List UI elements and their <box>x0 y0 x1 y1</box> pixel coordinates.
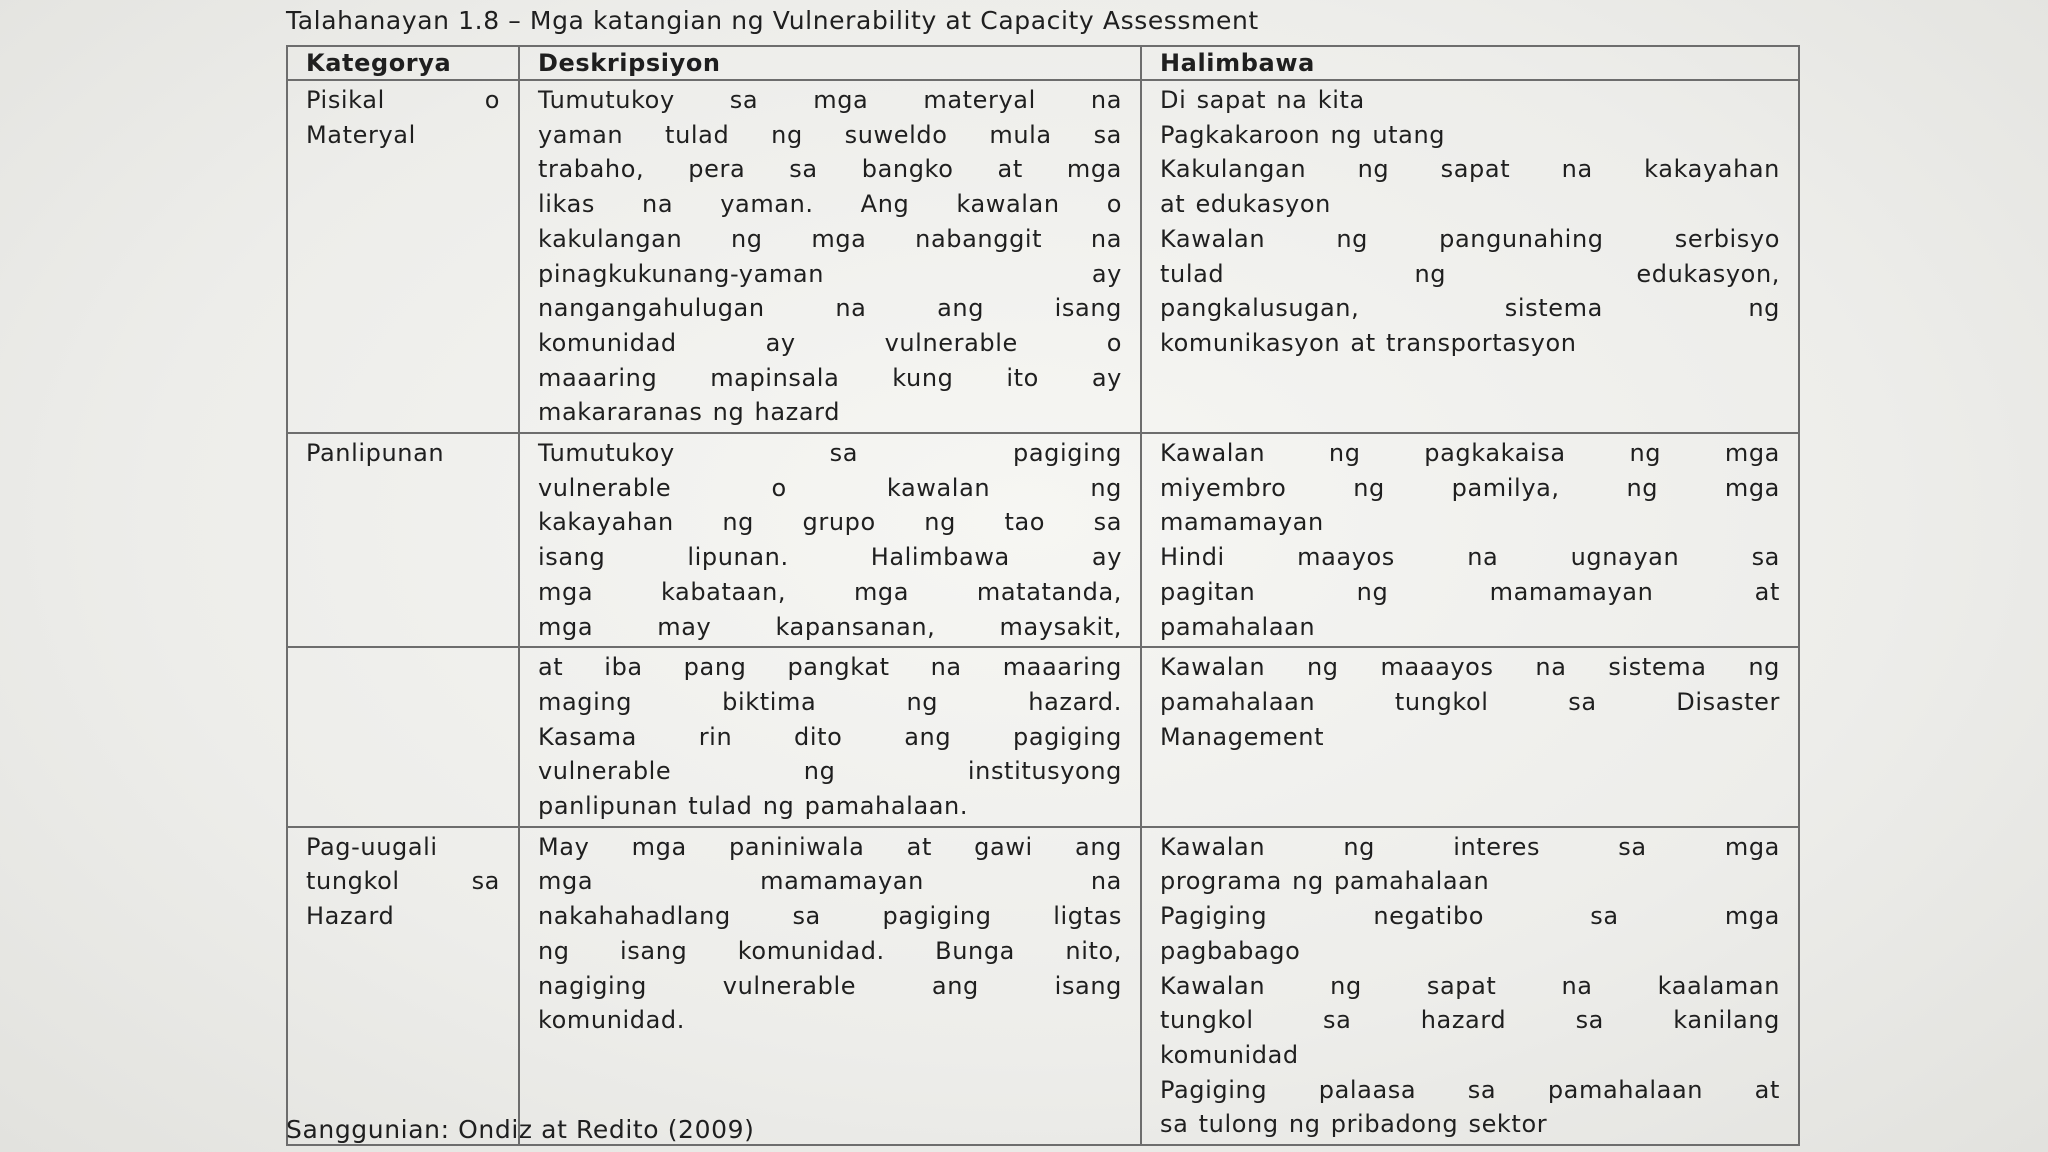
cell-line: makararanas ng hazard <box>538 398 841 427</box>
examples-cell <box>1141 647 1799 827</box>
cell-line: Kawalan ng interes sa mga <box>1160 832 1780 861</box>
cell-line: mga mamamayan na <box>538 867 1122 896</box>
cell-line: trabaho, pera sa bangko at mga <box>538 155 1122 184</box>
cell-line: ng isang komunidad. Bunga nito, <box>538 936 1122 965</box>
cell-line: Management <box>1160 722 1325 751</box>
cell-line: maging biktima ng hazard. <box>538 687 1122 716</box>
cell-line: likas na yaman. Ang kawalan o <box>538 190 1122 219</box>
cell-line: panlipunan tulad ng pamahalaan. <box>538 792 969 821</box>
cell-line: Kawalan ng sapat na kaalaman <box>1160 971 1780 1000</box>
examples-cell <box>1141 80 1799 433</box>
cell-line: Hazard <box>306 902 395 931</box>
cell-line: Pagkakaroon ng utang <box>1160 120 1446 149</box>
cell-line: tulad ng edukasyon, <box>1160 259 1780 288</box>
category-cell <box>287 647 519 827</box>
category-cell <box>287 433 519 647</box>
cell-line: Pagiging negatibo sa mga <box>1160 902 1780 931</box>
cell-line: Di sapat na kita <box>1160 86 1365 114</box>
cell-line: pangkalusugan, sistema ng <box>1160 294 1780 323</box>
description-cell <box>519 80 1141 433</box>
cell-line: vulnerable o kawalan ng <box>538 473 1122 502</box>
cell-line: Pagiging palaasa sa pamahalaan at <box>1160 1075 1780 1104</box>
cell-line: mamamayan <box>1160 508 1324 537</box>
cell-line: isang lipunan. Halimbawa ay <box>538 543 1122 572</box>
category-cell <box>287 80 519 433</box>
cell-line: Kawalan ng pangunahing serbisyo <box>1160 224 1780 253</box>
table-row <box>287 433 1799 647</box>
cell-line: programa ng pamahalaan <box>1160 867 1490 896</box>
cell-line: Pag-uugali <box>306 832 438 861</box>
header-halimbawa: Halimbawa <box>1141 46 1799 80</box>
cell-line: komunidad <box>1160 1040 1299 1069</box>
vulnerability-capacity-table <box>286 45 1800 1146</box>
cell-line: May mga paniniwala at gawi ang <box>538 832 1122 861</box>
description-cell <box>519 647 1141 827</box>
cell-line: komunidad ay vulnerable o <box>538 328 1122 357</box>
examples-cell <box>1141 433 1799 647</box>
cell-line: komunidad. <box>538 1006 685 1035</box>
cell-line: kakulangan ng mga nabanggit na <box>538 224 1122 253</box>
cell-line: nagiging vulnerable ang isang <box>538 971 1122 1000</box>
header-deskripsiyon: Deskripsiyon <box>519 46 1141 80</box>
table-row <box>287 827 1799 1145</box>
cell-line: at edukasyon <box>1160 190 1331 219</box>
cell-line: tungkol sa <box>306 867 500 896</box>
cell-line: vulnerable ng institusyong <box>538 757 1122 786</box>
cell-line: pinagkukunang-yaman ay <box>538 259 1122 288</box>
table-caption: Talahanayan 1.8 – Mga katangian ng Vulnerability at Capacity Assessment <box>286 6 1259 35</box>
cell-line: kakayahan ng grupo ng tao sa <box>538 508 1122 537</box>
cell-line: sa tulong ng pribadong sektor <box>1160 1110 1548 1139</box>
cell-line: miyembro ng pamilya, ng mga <box>1160 473 1780 502</box>
cell-line: Pisikal o <box>306 86 500 114</box>
header-kategorya: Kategorya <box>287 46 519 80</box>
table-header-row <box>287 46 1799 80</box>
cell-line: Kawalan ng pagkakaisa ng mga <box>1160 439 1780 468</box>
category-cell <box>287 827 519 1145</box>
cell-line: yaman tulad ng suweldo mula sa <box>538 120 1122 149</box>
cell-line: nakahahadlang sa pagiging ligtas <box>538 902 1122 931</box>
cell-line: Kasama rin dito ang pagiging <box>538 722 1122 751</box>
cell-line: Tumutukoy sa mga materyal na <box>538 86 1122 114</box>
cell-line: Kakulangan ng sapat na kakayahan <box>1160 155 1780 184</box>
cell-line: Kawalan ng maaayos na sistema ng <box>1160 653 1780 682</box>
description-cell <box>519 827 1141 1145</box>
cell-line: at iba pang pangkat na maaaring <box>538 653 1122 682</box>
table-source: Sanggunian: Ondiz at Redito (2009) <box>286 1115 755 1144</box>
cell-line: Tumutukoy sa pagiging <box>538 439 1122 468</box>
cell-line: maaaring mapinsala kung ito ay <box>538 363 1122 392</box>
cell-line: Hindi maayos na ugnayan sa <box>1160 543 1780 572</box>
description-cell <box>519 433 1141 647</box>
table-row <box>287 647 1799 827</box>
cell-line: tungkol sa hazard sa kanilang <box>1160 1006 1780 1035</box>
cell-line: mga may kapansanan, maysakit, <box>538 612 1122 641</box>
cell-line: komunikasyon at transportasyon <box>1160 328 1577 357</box>
table-row <box>287 80 1799 433</box>
cell-line: mga kabataan, mga matatanda, <box>538 577 1122 606</box>
cell-line: pagbabago <box>1160 936 1301 965</box>
cell-line: pagitan ng mamamayan at <box>1160 577 1780 606</box>
cell-line: pamahalaan <box>1160 612 1316 641</box>
cell-line: Materyal <box>306 120 416 149</box>
examples-cell <box>1141 827 1799 1145</box>
cell-line: Panlipunan <box>306 439 445 468</box>
cell-line: nangangahulugan na ang isang <box>538 294 1122 323</box>
cell-line: pamahalaan tungkol sa Disaster <box>1160 687 1780 716</box>
